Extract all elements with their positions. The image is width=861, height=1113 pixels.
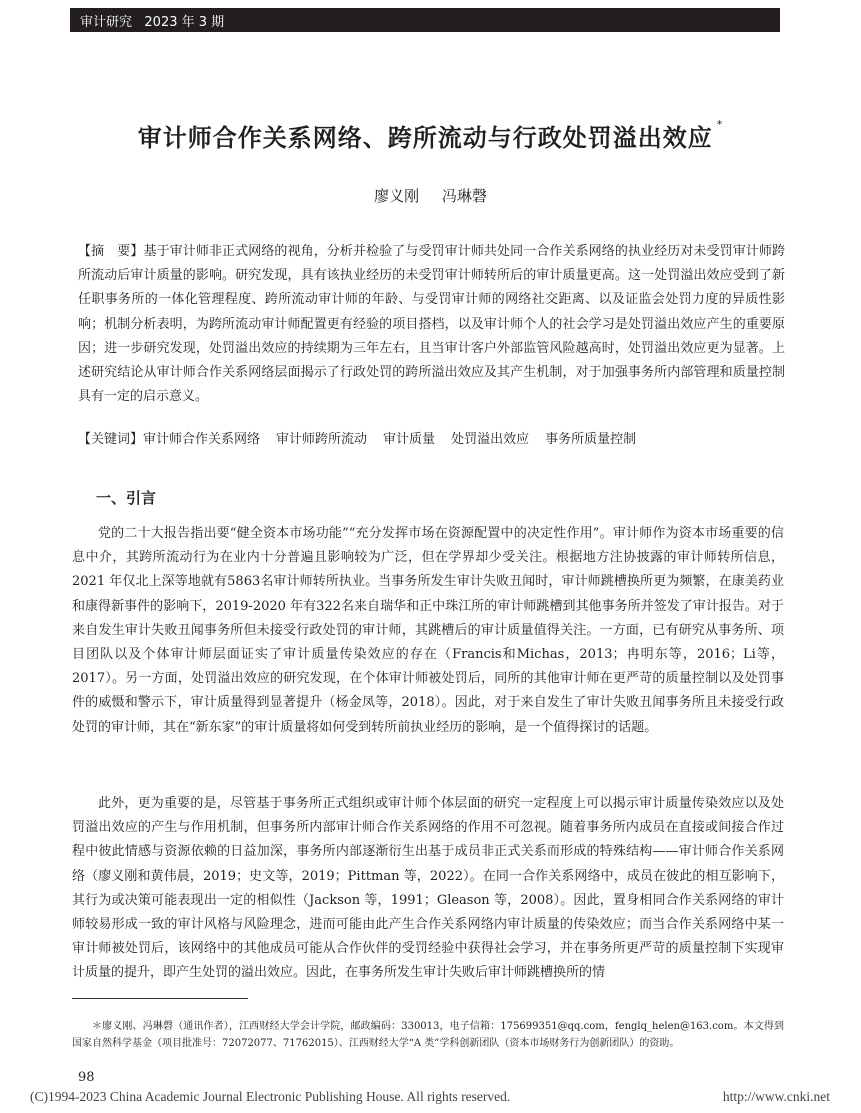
keywords-label: 【关键词】 — [78, 432, 144, 447]
journal-issue-label: 审计研究 2023 年 3 期 — [80, 15, 225, 30]
article-title-text: 审计师合作关系网络、跨所流动与行政处罚溢出效应 — [137, 124, 713, 152]
copyright-notice: (C)1994-2023 China Academic Journal Electronic Publishing House. All rights reserved. — [30, 1089, 511, 1104]
page-number: 98 — [78, 1070, 95, 1085]
keyword-item: 审计师跨所流动 — [276, 432, 368, 447]
footnote-divider — [72, 998, 248, 999]
keyword-item: 处罚溢出效应 — [451, 432, 530, 447]
keyword-item: 审计质量 — [383, 432, 436, 447]
journal-header-bar — [70, 8, 780, 32]
keyword-item: 审计师合作关系网络 — [143, 432, 261, 447]
keywords — [78, 428, 785, 447]
article-authors: 廖义刚 冯琳磬 — [374, 187, 487, 205]
body-paragraph: 此外，更为重要的是，尽管基于事务所正式组织或审计师个体层面的研究一定程度上可以揭示审计质量传染效应以及处罚溢出效应的产生与作用机制，但事务所内部审计师合作关系网络的作用不可忽视。随着事务所内成员在直接或间接合作过程中彼此情感与资源依赖的日益加深，事务所内部逐渐衍生出基于成员非正式关系而形成的特殊结构——审计师合作关系网络（廖义刚和黄伟晨，2019；史文等，2019；Pittman 等，2022）。在同一合作关系网络中，成员在彼此的相互影响下，其行为或决策可能表现出一定的相似性（Jackson 等，1991；Gleason 等，2008）。因此，置身相同合作关系网络的审计师较易形成一致的审计风格与风险理念，进而可能由此产生合作关系网络内审计质量的传染效应；而当合作关系网络中某一审计师被处罚后，该网络中的其他成员可能从合作伙伴的受罚经验中获得社会学习，并在事务所更严苛的质量控制下实现审计质量的提升，即产生处罚的溢出效应。因此，在事务所发生审计失败后审计师跳槽换所的情 — [72, 796, 784, 981]
copyright-line — [30, 1089, 830, 1105]
abstract: 【摘 要】基于审计师非正式网络的视角，分析并检验了与受罚审计师共处同一合作关系网络的执业经历对未受罚审计师跨所流动后审计质量的影响。研究发现，具有该执业经历的未受罚审计师转所后的审计质量更高。这一处罚溢出效应受到了新任职事务所的一体化管理程度、跨所流动审计师的年龄、与受罚审计师的网络社交距离、以及证监会处罚力度的异质性影响；机制分析表明，为跨所流动审计师配置更有经验的项目搭档，以及审计师个人的社会学习是处罚溢出效应产生的重要原因；进一步研究发现，处罚溢出效应的持续期为三年左右，且当审计客户外部监管风险越高时，处罚溢出效应更为显著。上述研究结论从审计师合作关系网络层面揭示了行政处罚的跨所溢出效应及其产生机制，对于加强事务所内部管理和质量控制具有一定的启示意义。 — [78, 244, 785, 405]
author-footnote: ＊廖义刚、冯琳磬（通讯作者），江西财经大学会计学院，邮政编码：330013，电子信箱：175699351@qq.com，fenglq_helen@163.com。本文得到国家自然科学基金（项目批准号：72072077、71762015）、江西财经大学“A 类”学科创新团队（资本市场财务行为创新团队）的资助。 — [72, 1021, 784, 1049]
cnki-link[interactable]: http://www.cnki.net — [722, 1089, 830, 1104]
keyword-item: 事务所质量控制 — [545, 432, 637, 447]
title-footnote-mark: * — [716, 118, 724, 131]
body-paragraph: 党的二十大报告指出要“健全资本市场功能”“充分发挥市场在资源配置中的决定性作用”。审计师作为资本市场重要的信息中介，其跨所流动行为在业内十分普遍且影响较为广泛，但在学界却少受关注。根据地方注协披露的审计师转所信息，2021 年仅北上深等地就有5863名审计师转所执业。当事务所发生审计失败丑闻时，审计师跳槽换所更为频繁，在康美药业和康得新事件的影响下，2019-2020 年有322名来自瑞华和正中珠江所的审计师跳槽到其他事务所并签发了审计报告。对于来自发生审计失败丑闻事务所但未接受行政处罚的审计师，其跳槽后的审计质量值得关注。一方面，已有研究从事务所、项目团队以及个体审计师层面证实了审计质量传染效应的存在（Francis和Michas，2013；冉明东等，2016；Li等，2017）。另一方面，处罚溢出效应的研究发现，在个体审计师被处罚后，同所的其他审计师在更严苛的质量控制以及处罚事件的威慑和警示下，审计质量得到显著提升（杨金凤等，2018）。因此，对于来自发生了审计失败丑闻事务所且未接受行政处罚的审计师，其在“新东家”的审计质量将如何受到转所前执业经历的影响，是一个值得探讨的话题。 — [72, 526, 784, 735]
section-heading: 一、引言 — [96, 489, 157, 507]
article-title — [0, 118, 861, 153]
